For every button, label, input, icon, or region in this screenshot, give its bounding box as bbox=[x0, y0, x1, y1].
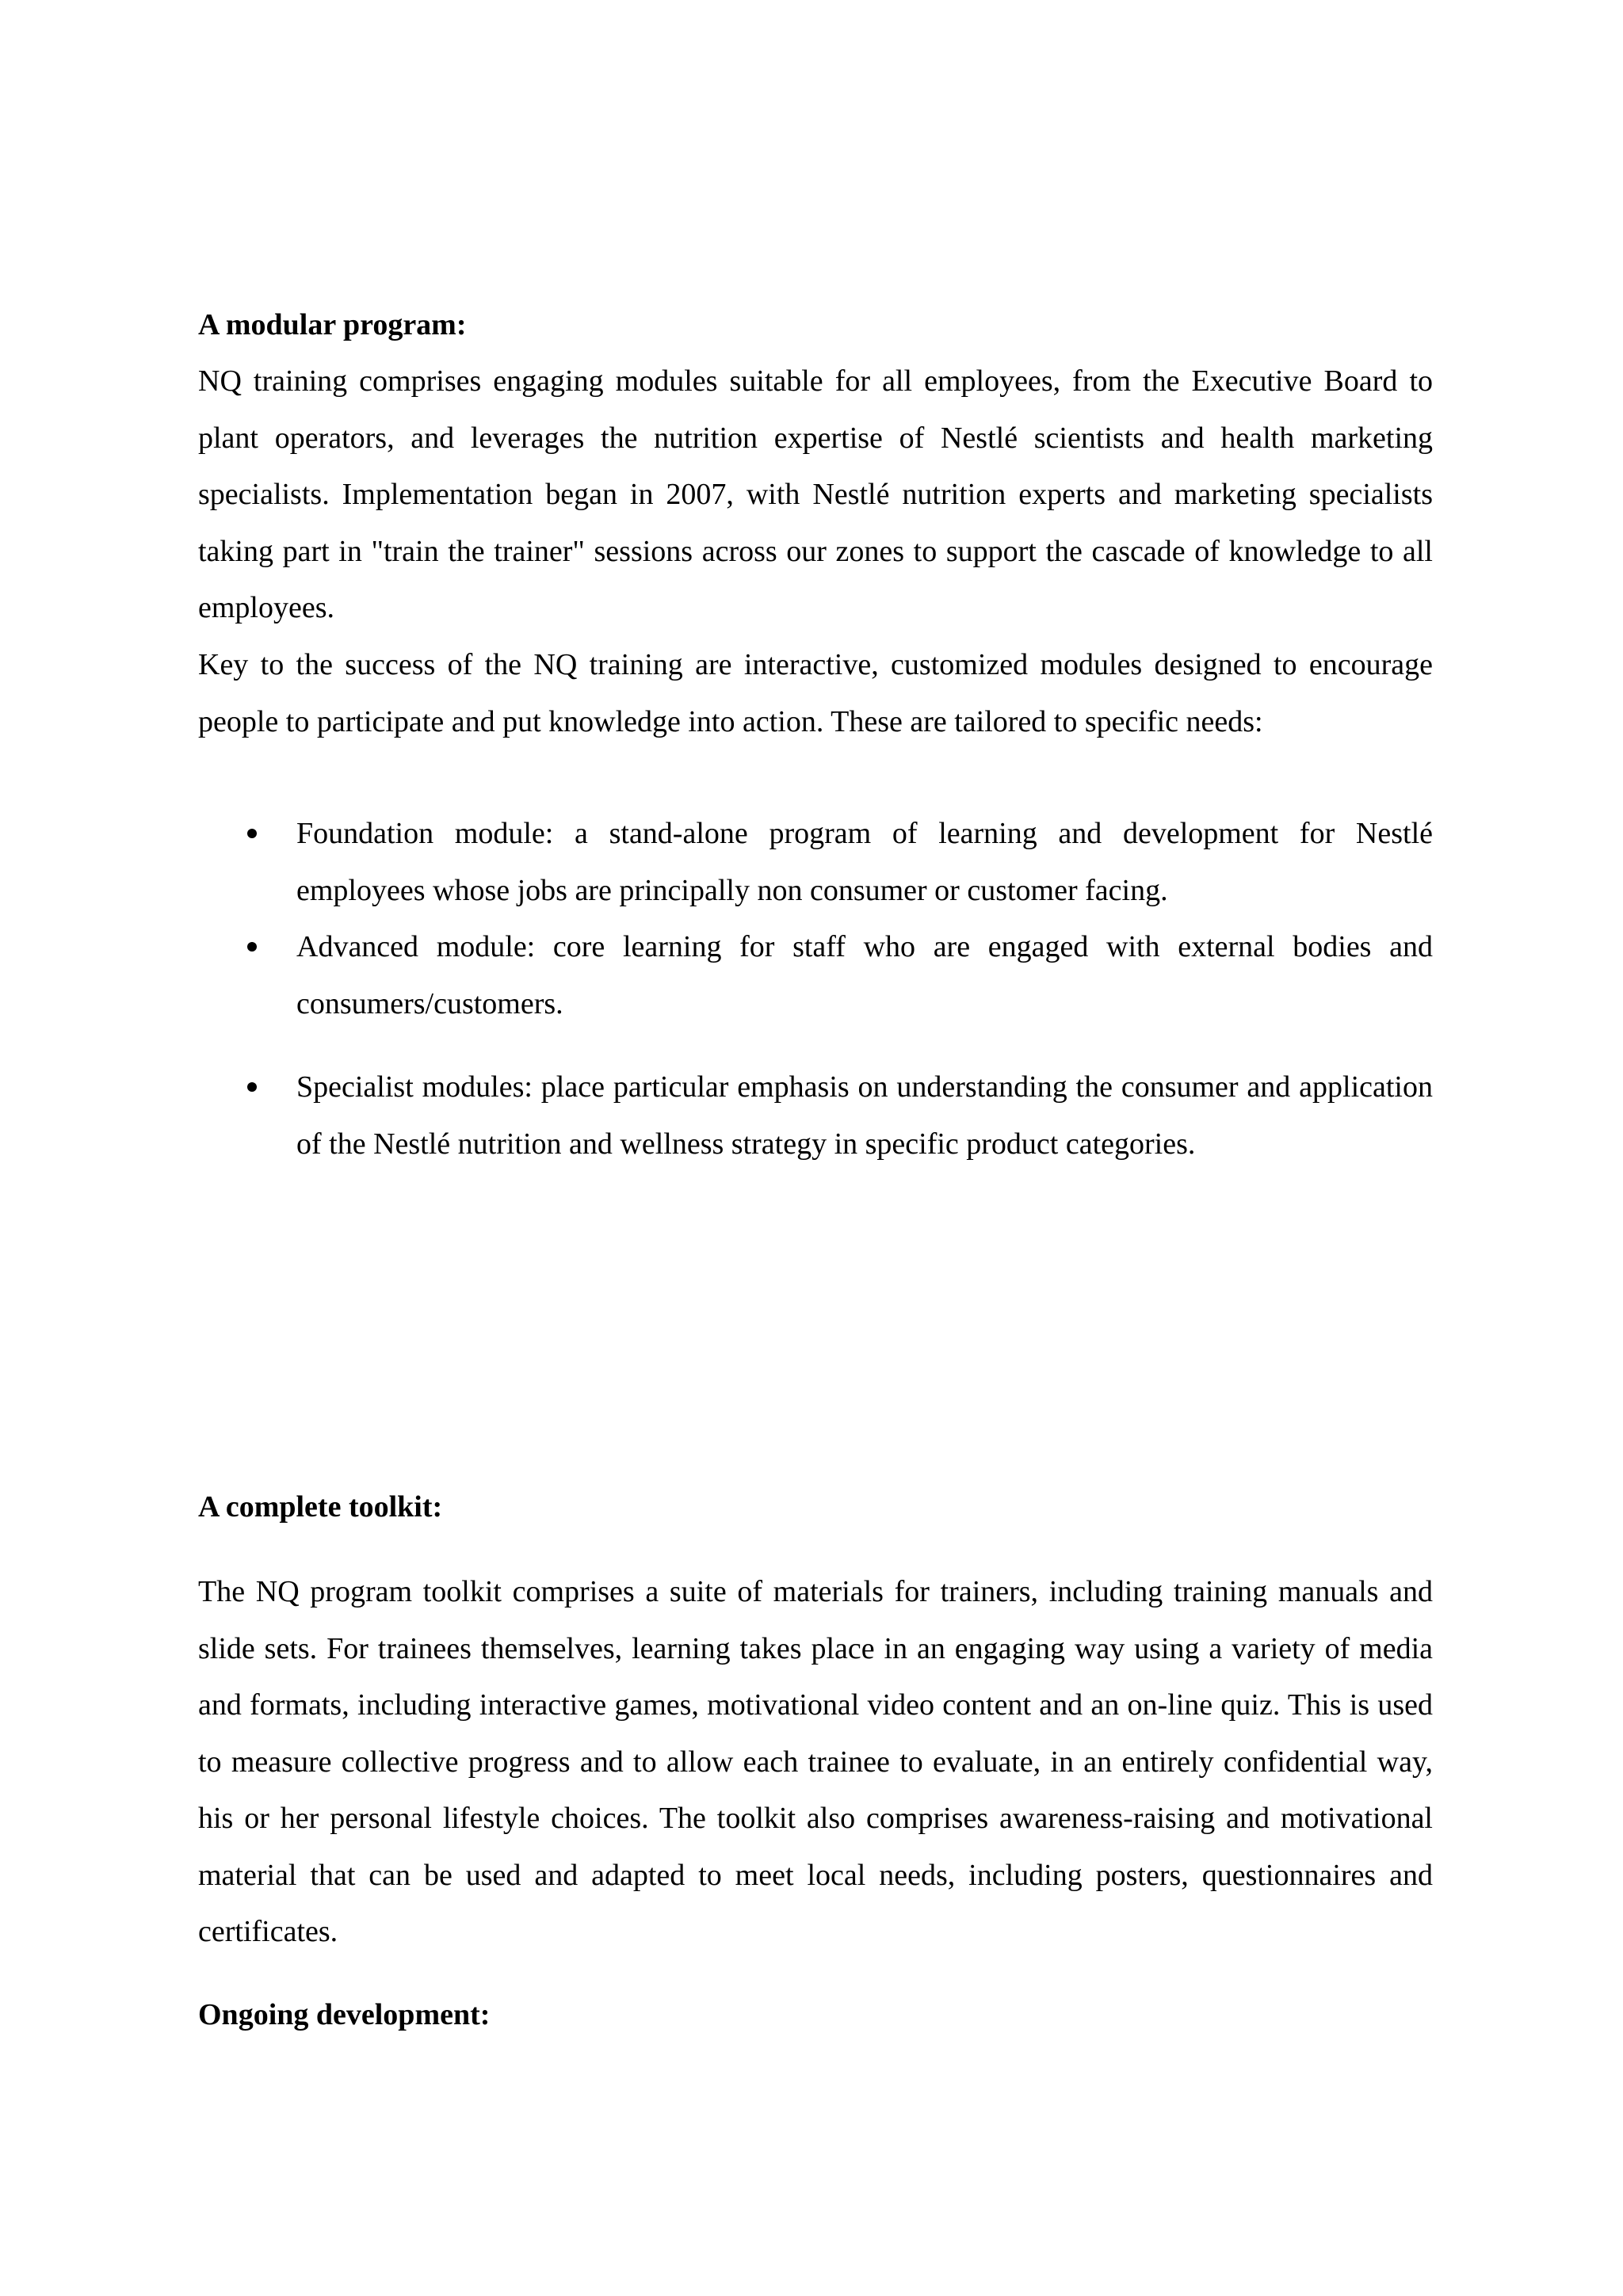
bullet-specialist-modules bbox=[198, 1059, 1433, 1173]
heading-ongoing-development: Ongoing development: bbox=[198, 1998, 491, 2031]
bullet-text: Advanced module: core learning for staff who are engaged with external bodies and consumers/customers. bbox=[296, 930, 1433, 1020]
paragraph-nq-training-overview: NQ training comprises engaging modules suitable for all employees, from the Executive Board to plant operators, and leverages the nutrition expertise of Nestlé scientists and health marketing specialists. Implementation began in 2007, with Nestlé nutrition experts and marketing specialists taking part in "train the trainer" sessions across our zones to support the cascade of knowledge to all employees. bbox=[198, 364, 1433, 624]
bullet-dot-icon bbox=[247, 942, 257, 952]
bullet-advanced-module bbox=[198, 919, 1433, 1032]
module-bullet-list bbox=[198, 806, 1433, 1173]
bullet-text: Foundation module: a stand-alone program of learning and development for Nestlé employees whose jobs are principally non consumer or customer facing. bbox=[296, 817, 1433, 907]
heading-complete-toolkit: A complete toolkit: bbox=[198, 1490, 443, 1524]
bullet-text: Specialist modules: place particular emphasis on understanding the consumer and application of the Nestlé nutrition and wellness strategy in specific product categories. bbox=[296, 1070, 1433, 1161]
heading-modular-program: A modular program: bbox=[198, 308, 467, 341]
bullet-dot-icon bbox=[247, 829, 257, 838]
paragraph-toolkit-description: The NQ program toolkit comprises a suite of materials for trainers, including training manuals and slide sets. For trainees themselves, learning takes place in an engaging way using a variety of media and formats, including interactive games, motivational video content and an on-line quiz. This is used to measure collective progress and to allow each trainee to evaluate, in an entirely confidential way, his or her personal lifestyle choices. The toolkit also comprises awareness-raising and motivational material that can be used and adapted to meet local needs, including posters, questionnaires and certificates. bbox=[198, 1575, 1433, 1948]
bullet-dot-icon bbox=[247, 1082, 257, 1092]
bullet-foundation-module bbox=[198, 806, 1433, 919]
paragraph-key-to-success: Key to the success of the NQ training are interactive, customized modules designed to encourage people to participate and put knowledge into action. These are tailored to specific needs: bbox=[198, 648, 1433, 738]
